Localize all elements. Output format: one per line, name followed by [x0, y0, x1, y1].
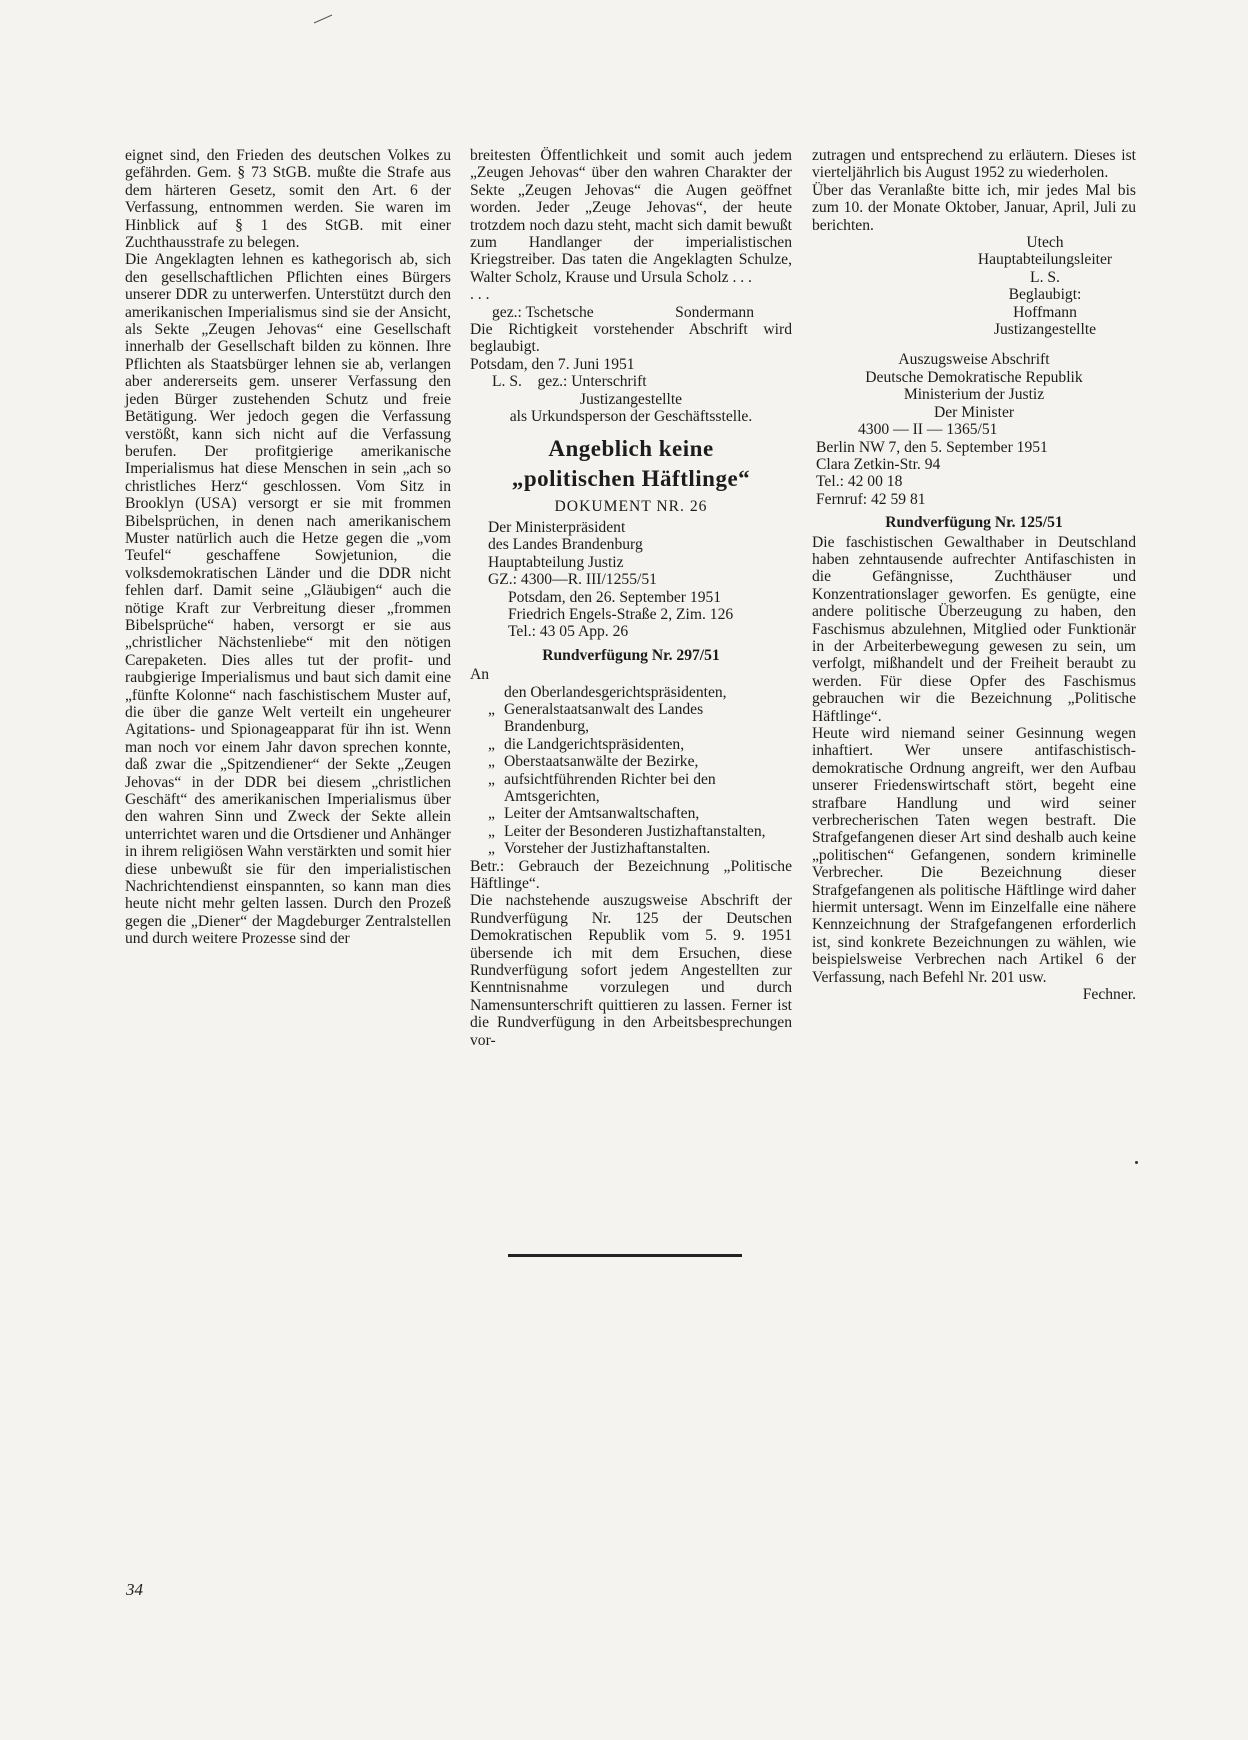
paragraph: zutragen und entsprechend zu erläutern. Dieses ist vierteljährlich bis August 1952 zu wiederholen.: [812, 147, 1136, 182]
signature-line: Utech: [1026, 234, 1064, 252]
signature-right: Sondermann: [675, 303, 754, 321]
signature-line: Justizangestellte: [993, 321, 1097, 339]
sender-line: Der Ministerpräsident: [488, 518, 626, 536]
final-signature: Fechner.: [1082, 986, 1136, 1004]
signature-line: Beglaubigt:: [1008, 286, 1082, 304]
extract-header-line: Deutsche Demokratische Republik: [865, 368, 1083, 386]
addressee-label: An: [470, 666, 490, 684]
extract-header-line: Ministerium der Justiz: [903, 386, 1045, 404]
date-line: Friedrich Engels-Straße 2, Zim. 126: [508, 605, 734, 623]
signature-line: Hauptabteilungsleiter: [977, 251, 1113, 269]
column-left: [125, 147, 451, 948]
sender-line: des Landes Brandenburg: [488, 536, 643, 554]
column-middle: [470, 147, 792, 1049]
recipient-list: [470, 684, 792, 858]
sender-line: GZ.: 4300—R. III/1255/51: [488, 571, 657, 589]
reference-line: Berlin NW 7, den 5. September 1951: [816, 438, 1048, 456]
ellipsis: . . .: [470, 286, 490, 304]
date-line: Tel.: 43 05 App. 26: [508, 623, 629, 641]
stray-dot: [1135, 1161, 1138, 1164]
signature-row: [470, 304, 792, 321]
paragraph: Heute wird niemand seiner Gesinnung wegen inhaftiert. Wer unsere antifaschistisch-demokratische Ordnung angreift, wer den Aufbau unserer Friedenswirtschaft stört, begeht eine strafbare Handlung und wird seiner verbrecherischen Taten wegen bestraft. Die Strafgefangenen dieser Art sind deshalb auch keine „politischen“ Gefangenen, sondern kriminelle Verbrecher. Die Bezeichnung dieser Strafgefangenen als politische Häftlinge wird daher hiermit untersagt. Wenn im Einzelfalle eine nähere Kennzeichnung der Strafgefangenen erforderlich ist, sind konkrete Bezeichnungen zu wählen, wie beispielsweise Verbrechen nach Artikel 6 der Verfassung, nach Befehl Nr. 201 usw.: [812, 725, 1136, 986]
reference-line: Fernruf: 42 59 81: [816, 490, 926, 508]
document-number: DOKUMENT NR. 26: [554, 497, 708, 515]
clerk-line: als Urkundsperson der Geschäftsstelle.: [509, 408, 753, 426]
extract-header-line: Auszugsweise Abschrift: [898, 351, 1050, 369]
list-item: „ Oberstaatsanwälte der Bezirke,: [486, 753, 792, 770]
signature-left: gez.: Tschetsche: [492, 303, 594, 321]
paragraph: Über das Veranlaßte bitte ich, mir jedes Mal bis zum 10. der Monate Oktober, Januar, April, Juli zu berichten.: [812, 181, 1136, 234]
place-date: Potsdam, den 7. Juni 1951: [470, 355, 635, 373]
page-number: 34: [126, 1580, 143, 1599]
signature-line: L. S.: [1030, 268, 1060, 286]
signature-line: Hoffmann: [1013, 303, 1077, 321]
column-right: [812, 147, 1136, 1004]
signature-block: [812, 234, 1136, 338]
decree-title: Rundverfügung Nr. 297/51: [542, 646, 720, 664]
paragraph: breitesten Öffentlichkeit und somit auch jedem „Zeugen Jehovas“ über den wahren Charakter der Sekte „Zeugen Jehovas“ die Augen geöffnet worden. Jeder „Zeuge Jehovas“, der heute trotzdem noch dazu steht, macht sich damit bewußt zum Handlanger der imperialistischen Kriegstreiber. Das taten die Angeklagten Schulze, Walter Scholz, Krause und Ursula Scholz . . .: [470, 147, 792, 286]
divider-rule: [508, 1254, 742, 1257]
paragraph: Die nachstehende auszugsweise Abschrift der Rundverfügung Nr. 125 der Deutschen Demokratischen Republik vom 5. 9. 1951 übersende ich mit dem Ersuchen, diese Rundverfügung sofort jedem Angestellten zur Kenntnisnahme vorzulegen und durch Namensunterschrift quittieren zu lassen. Ferner ist die Rundverfügung in den Arbeitsbesprechungen vor-: [470, 892, 792, 1049]
reference-line: Clara Zetkin-Str. 94: [816, 455, 941, 473]
list-item: „ Leiter der Amtsanwaltschaften,: [486, 805, 792, 822]
list-item: „ die Landgerichtspräsidenten,: [486, 736, 792, 753]
list-item: „ Leiter der Besonderen Justizhaftanstalten,: [486, 823, 792, 840]
reference-line: Tel.: 42 00 18: [816, 473, 903, 491]
certification: Die Richtigkeit vorstehender Abschrift wird beglaubigt.: [470, 321, 792, 356]
list-item: „ Generalstaatsanwalt des Landes Brandenburg,: [486, 701, 792, 736]
employee-title: Justizangestellte: [579, 390, 683, 408]
sender-line: Hauptabteilung Justiz: [488, 553, 624, 571]
list-item: „ Vorsteher der Justizhaftanstalten.: [486, 840, 792, 857]
section-heading: Angeblich keine „politischen Häftlinge“: [511, 435, 751, 491]
paragraph: Die faschistischen Gewalthaber in Deutschland haben zehntausende aufrechter Antifaschisten in die Gefängnisse, Zuchthäuser und Konzentrationslager geworfen. Es genügte, eine andere politische Überzeugung zu haben, den Faschismus abzulehnen, Mitglied oder Funktionär in der Arbeiterbewegung gewesen zu sein, um verfolgt, mißhandelt und der Freiheit beraubt zu werden. Für diese Opfer des Faschismus gebrauchen wir die Bezeichnung „Politische Häftlinge“.: [812, 533, 1136, 725]
extract-header-line: Der Minister: [933, 403, 1015, 421]
date-line: Potsdam, den 26. September 1951: [508, 588, 722, 606]
paragraph: Die Angeklagten lehnen es kathegorisch ab, sich den gesellschaftlichen Pflichten eines Bürgers unserer DDR zu unterwerfen. Unterstützt durch den amerikanischen Imperialismus sind sie der Ansicht, als Sekte „Zeugen Jehovas“ eine Gesellschaft innerhalb der Gesellschaft bilden zu können. Ihre Pflichten als Staatsbürger lehnen sie ab, verlangen aber andererseits gem. unserer Verfassung den jeden Bürger zustehenden Schutz und freie Betätigung. Wer jedoch gegen die Verfassung verstößt, kann sich nicht auf die Verfassung berufen. Der profitgierige amerikanische Imperialismus hat diese Menschen in sein „ach so christliches Herz“ geschlossen. Vom Sitz in Brooklyn (USA) versorgt er sie mit frommen Bibelsprüchen, in denen nach amerikanischem Muster natürlich auch die Hetze gegen die „vom Teufel“ geschaffene Sowjetunion, die volksdemokratischen Länder und die DDR nicht fehlen darf. Damit seine „Gläubigen“ auch die nötige Kraft zur Verbreitung dieser „frommen Bibelsprüche“ haben, versorgt er sie aus „christlicher Nächstenliebe“ mit den nötigen Carepaketen. Dies alles tut der profit- und raubgierige Imperialismus und baut sich damit eine „fünfte Kolonne“ nach faschistischem Muster auf, die über die ganze Welt verteilt ein ungeheurer Agitations- und Spionageapparat für ihn ist. Wenn man noch vor einem Jahr davon sprechen konnte, daß zwar die „Spitzendiener“ der Sekte „Zeugen Jehovas“ in der DDR bei diesem „christlichen Geschäft“ des amerikanischen Imperialismus über den wahren Sinn und Zweck der Sekte allein unterrichtet waren und die Ortsdiener und Anhänger in ihrem religiösen Wahn verstärkten und somit hier diese unbewußt sie für den imperialistischen Nachrichtendienst einspannten, so kann man dies heute nicht mehr gelten lassen. Durch den Prozeß gegen die „Diener“ der Magdeburger Zentralstellen und durch weitere Prozesse sind der: [125, 251, 451, 948]
paragraph: eignet sind, den Frieden des deutschen Volkes zu gefährden. Gem. § 73 StGB. mußte die Strafe aus dem härteren Gesetz, somit den Art. 6 der Verfassung, entnommen werden. Sie waren im Hinblick auf § 1 des StGB. mit einer Zuchthausstrafe zu belegen.: [125, 147, 451, 252]
list-item: den Oberlandesgerichtspräsidenten,: [504, 683, 727, 701]
decree-title: Rundverfügung Nr. 125/51: [885, 514, 1063, 532]
pencil-mark: [313, 14, 333, 24]
subject-line: Betr.: Gebrauch der Bezeichnung „Politische Häftlinge“.: [470, 857, 792, 893]
reference-line: 4300 — II — 1365/51: [858, 421, 998, 439]
seal-line: L. S. gez.: Unterschrift: [492, 373, 647, 391]
list-item: „ aufsichtführenden Richter bei den Amtsgerichten,: [486, 771, 792, 806]
